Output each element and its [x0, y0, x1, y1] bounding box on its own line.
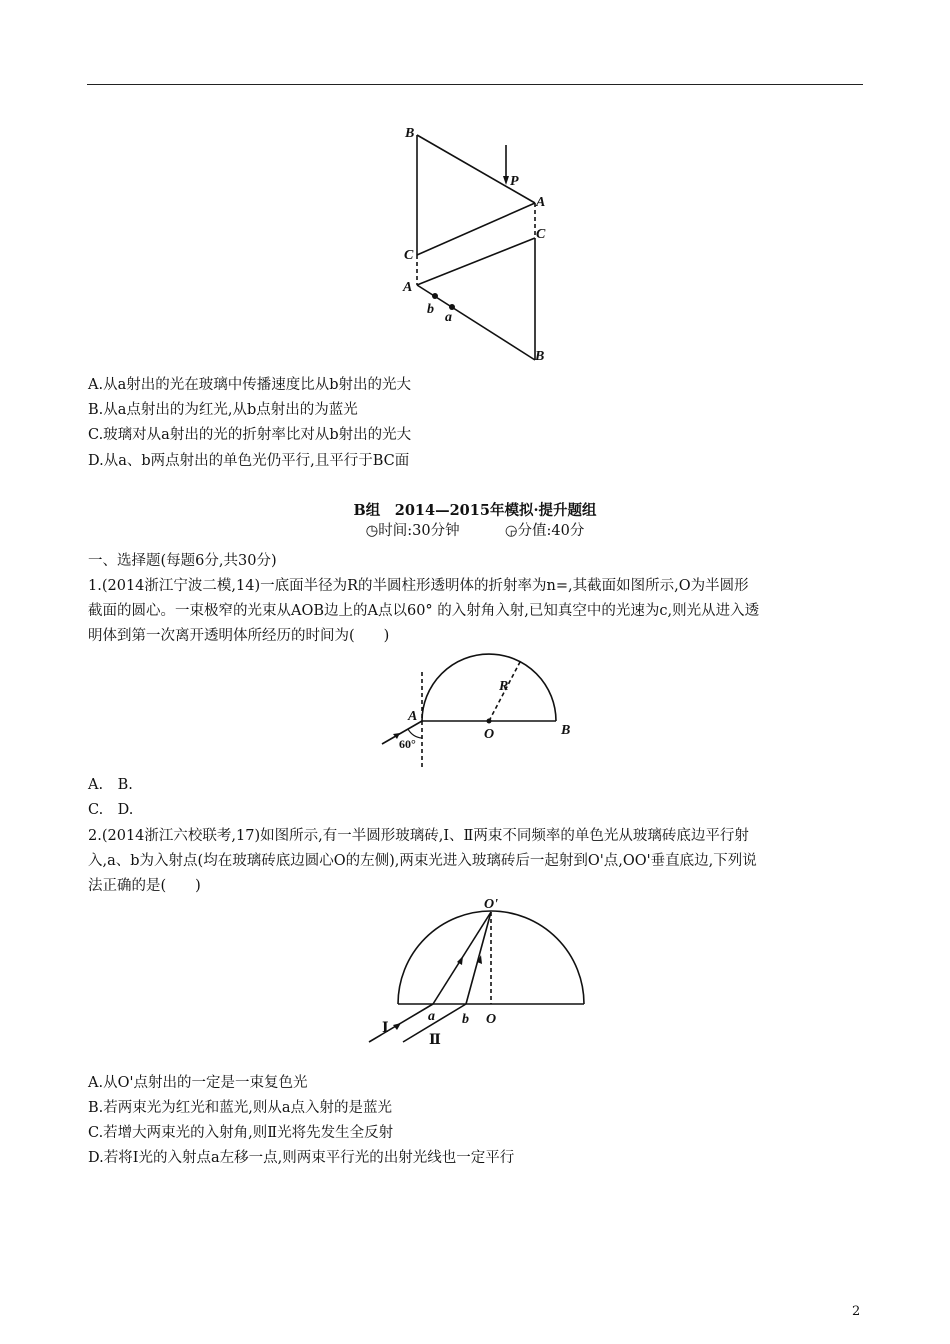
label-A: A [408, 709, 418, 724]
label-b: b [462, 1012, 469, 1027]
glass-brick-figure-q2 [362, 892, 592, 1052]
label-B-bottom: B [535, 349, 545, 364]
label-C-right: C [536, 227, 546, 242]
label-C-left: C [404, 248, 414, 263]
q1-options-ab: A. B. [88, 777, 133, 793]
q0-option-d: D.从a、b两点射出的单色光仍平行,且平行于BC面 [88, 453, 410, 469]
q1-line-3: 明体到第一次离开透明体所经历的时间为( ) [88, 628, 390, 644]
q2-option-b: B.若两束光为红光和蓝光,则从a点入射的是蓝光 [88, 1100, 393, 1116]
q1-line-2: 截面的圆心。一束极窄的光束从AOB边上的A点以60° 的入射角入射,已知真空中的光速为c,则光从进入透 [88, 603, 760, 619]
label-A-left: A [403, 280, 413, 295]
label-R: R [499, 679, 509, 694]
q0-option-c: C.玻璃对从a射出的光的折射率比对从b射出的光大 [88, 427, 412, 443]
header-rule [87, 84, 863, 85]
time-info: ◷时间:30分钟 [365, 523, 460, 539]
label-beam-II: Ⅱ [429, 1033, 441, 1048]
q1-line-1: 1.(2014浙江宁波二模,14)一底面半径为R的半圆柱形透明体的折射率为n=,其截面如图所示,O为半圆形 [88, 578, 749, 594]
label-O-prime: O' [484, 897, 498, 912]
label-O: O [486, 1012, 497, 1027]
label-b: b [427, 302, 434, 317]
label-a: a [428, 1009, 435, 1024]
label-A-right: A [536, 195, 546, 210]
q2-option-d: D.若将Ⅰ光的入射点a左移一点,则两束平行光的出射光线也一定平行 [88, 1150, 515, 1166]
center-O-dot [487, 719, 492, 724]
section-title: B组 2014—2015年模拟·提升题组 [353, 502, 597, 519]
label-beam-I: Ⅰ [382, 1021, 389, 1036]
label-angle-60: 60° [399, 737, 416, 751]
part-heading: 一、选择题(每题6分,共30分) [88, 553, 277, 569]
q0-option-b: B.从a点射出的为红光,从b点射出的为蓝光 [88, 402, 358, 418]
q2-option-c: C.若增大两束光的入射角,则Ⅱ光将先发生全反射 [88, 1125, 394, 1141]
q1-options-cd: C. D. [88, 802, 134, 818]
q2-line-3: 法正确的是( ) [88, 878, 201, 894]
page-number: 2 [852, 1304, 861, 1319]
score-info: ◶分值:40分 [504, 523, 585, 539]
label-B-top: B [405, 126, 415, 141]
point-b-dot [432, 293, 438, 299]
prism-figure [395, 120, 560, 370]
q2-option-a: A.从O'点射出的一定是一束复色光 [88, 1075, 308, 1091]
q2-line-1: 2.(2014浙江六校联考,17)如图所示,有一半圆形玻璃砖,Ⅰ、Ⅱ两束不同频率的单色光从玻璃砖底边平行射 [88, 828, 749, 844]
semicircle-figure-q1 [365, 650, 580, 775]
q2-line-2: 入,a、b为入射点(均在玻璃砖底边圆心O的左侧),两束光进入玻璃砖后一起射到O'点,OO'垂直底边,下列说 [88, 853, 757, 869]
label-O: O [484, 727, 495, 742]
section-meta [0, 521, 950, 541]
q0-option-a: A.从a射出的光在玻璃中传播速度比从b射出的光大 [88, 377, 412, 393]
label-P: P [510, 174, 519, 189]
label-B: B [561, 723, 571, 738]
label-a: a [445, 310, 452, 325]
